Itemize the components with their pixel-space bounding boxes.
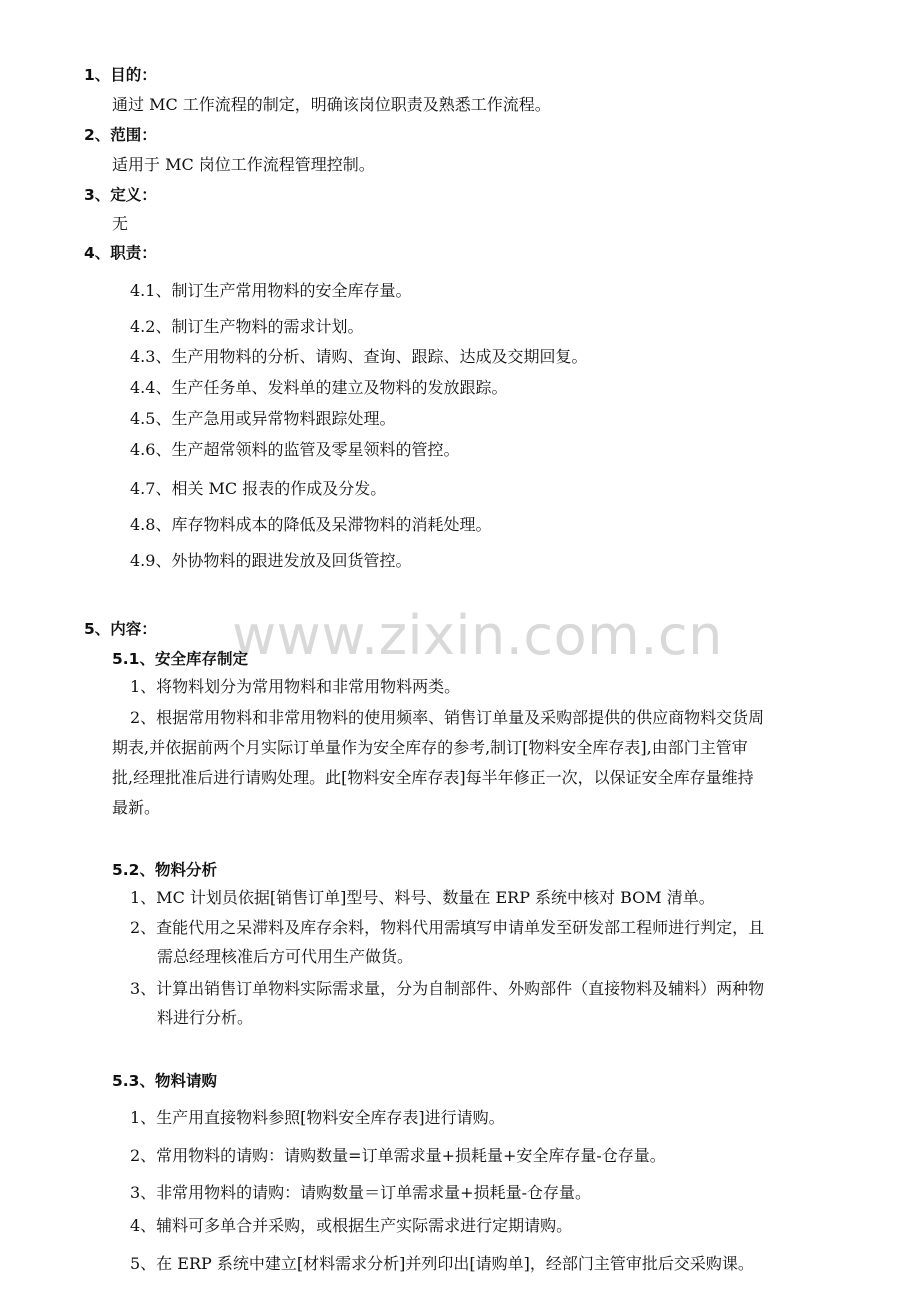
section-duties-heading: 4、职责： — [84, 244, 157, 262]
duty-item: 4.5、生产急用或异常物料跟踪处理。 — [130, 409, 396, 428]
watermark: www.zixin.com.cn — [232, 604, 723, 667]
list-item-5-3-3: 3、非常用物料的请购：请购数量＝订单需求量+损耗量-仓存量。 — [130, 1183, 591, 1202]
paragraph-5-1-2-line: 2、根据常用物料和非常用物料的使用频率、销售订单量及采购部提供的供应商物料交货周 — [130, 708, 765, 727]
list-item-5-3-4: 4、辅料可多单合并采购，或根据生产实际需求进行定期请购。 — [130, 1216, 573, 1235]
section-scope-heading: 2、范围： — [84, 126, 157, 144]
list-item-5-2-2-line: 需总经理核准后方可代用生产做货。 — [157, 947, 414, 966]
section-definition-heading: 3、定义： — [84, 186, 157, 204]
duty-item: 4.7、相关 MC 报表的作成及分发。 — [130, 479, 387, 498]
duty-item: 4.6、生产超常领料的监管及零星领料的管控。 — [130, 440, 460, 459]
list-item-5-2-3-line: 料进行分析。 — [157, 1008, 254, 1027]
duty-item: 4.2、制订生产物料的需求计划。 — [130, 317, 364, 336]
list-item-5-2-2-line: 2、查能代用之呆滞料及库存余料，物料代用需填写申请单发至研发部工程师进行判定，且 — [130, 918, 765, 937]
duty-item: 4.1、制订生产常用物料的安全库存量。 — [130, 281, 412, 300]
list-item-5-3-5: 5、在 ERP 系统中建立[材料需求分析]并列印出[请购单]，经部门主管审批后交采购课。 — [130, 1254, 754, 1273]
list-item-5-3-1: 1、生产用直接物料参照[物料安全库存表]进行请购。 — [130, 1108, 505, 1127]
list-item-5-2-1: 1、MC 计划员依据[销售订单]型号、料号、数量在 ERP 系统中核对 BOM 清单。 — [130, 888, 715, 907]
subsection-5-3-heading: 5.3、物料请购 — [112, 1072, 217, 1090]
paragraph-5-1-2-line: 批,经理批准后进行请购处理。此[物料安全库存表]每半年修正一次，以保证安全库存量维持 — [112, 768, 754, 787]
list-item-5-3-2: 2、常用物料的请购：请购数量=订单需求量+损耗量+安全库存量-仓存量。 — [130, 1146, 666, 1165]
list-item-5-2-3-line: 3、计算出销售订单物料实际需求量，分为自制部件、外购部件（直接物料及辅料）两种物 — [130, 979, 765, 998]
duty-item: 4.8、库存物料成本的降低及呆滞物料的消耗处理。 — [130, 515, 492, 534]
section-purpose-text: 通过 MC 工作流程的制定，明确该岗位职责及熟悉工作流程。 — [112, 95, 551, 114]
subsection-5-1-heading: 5.1、安全库存制定 — [112, 650, 248, 668]
section-definition-text: 无 — [112, 214, 129, 233]
duty-item: 4.9、外协物料的跟进发放及回货管控。 — [130, 551, 412, 570]
duty-item: 4.4、生产任务单、发料单的建立及物料的发放跟踪。 — [130, 378, 508, 397]
paragraph-5-1-1: 1、将物料划分为常用物料和非常用物料两类。 — [130, 677, 461, 696]
subsection-5-2-heading: 5.2、物料分析 — [112, 861, 217, 879]
section-scope-text: 适用于 MC 岗位工作流程管理控制。 — [112, 155, 375, 174]
section-content-heading: 5、内容： — [84, 620, 157, 638]
paragraph-5-1-2-line: 期表,并依据前两个月实际订单量作为安全库存的参考,制订[物料安全库存表],由部门主管审 — [112, 738, 748, 757]
duty-item: 4.3、生产用物料的分析、请购、查询、跟踪、达成及交期回复。 — [130, 347, 588, 366]
paragraph-5-1-2-line: 最新。 — [112, 798, 161, 817]
section-purpose-heading: 1、目的： — [84, 66, 157, 84]
